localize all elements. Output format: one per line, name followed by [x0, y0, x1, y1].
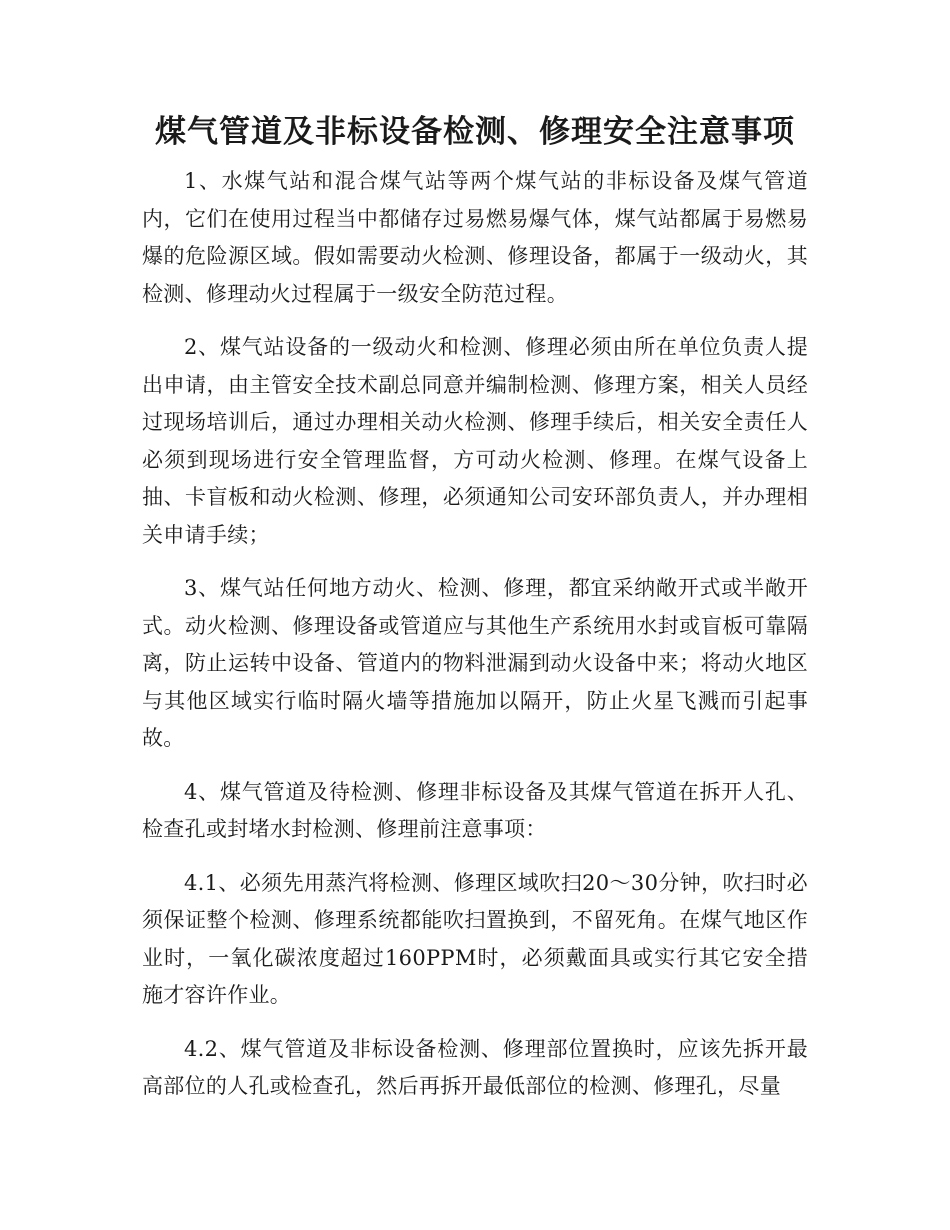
- paragraph-4-1: 4.1、必须先用蒸汽将检测、修理区域吹扫20～30分钟，吹扫时必须保证整个检测、修理系统都能吹扫置换到，不留死角。在煤气地区作业时，一氧化碳浓度超过160PPM时，必须戴面具或实行其它安全措施才容许作业。: [142, 870, 808, 1007]
- paragraph-1: 1、水煤气站和混合煤气站等两个煤气站的非标设备及煤气管道内，它们在使用过程当中都储存过易燃易爆气体，煤气站都属于易燃易爆的危险源区域。假如需要动火检测、修理设备，都属于一级动火，其检测、修理动火过程属于一级安全防范过程。: [142, 169, 808, 306]
- paragraph-3: 3、煤气站任何地方动火、检测、修理，都宜采纳敞开式或半敞开式。动火检测、修理设备或管道应与其他生产系统用水封或盲板可靠隔离，防止运转中设备、管道内的物料泄漏到动火设备中来；将动火地区与其他区域实行临时隔火墙等措施加以隔开，防止火星飞溅而引起事故。: [142, 576, 808, 750]
- document-title: 煤气管道及非标设备检测、修理安全注意事项: [155, 114, 795, 150]
- paragraph-4-2: 4.2、煤气管道及非标设备检测、修理部位置换时，应该先拆开最高部位的人孔或检查孔，然后再拆开最低部位的检测、修理孔，尽量: [142, 1036, 808, 1098]
- paragraph-2: 2、煤气站设备的一级动火和检测、修理必须由所在单位负责人提出申请，由主管安全技术副总同意并编制检测、修理方案，相关人员经过现场培训后，通过办理相关动火检测、修理手续后，相关安全责任人必须到现场进行安全管理监督，方可动火检测、修理。在煤气设备上抽、卡盲板和动火检测、修理，必须通知公司安环部负责人，并办理相关申请手续；: [142, 335, 808, 547]
- document-body: [142, 163, 808, 1122]
- paragraph-4: 4、煤气管道及待检测、修理非标设备及其煤气管道在拆开人孔、检查孔或封堵水封检测、修理前注意事项：: [142, 779, 808, 841]
